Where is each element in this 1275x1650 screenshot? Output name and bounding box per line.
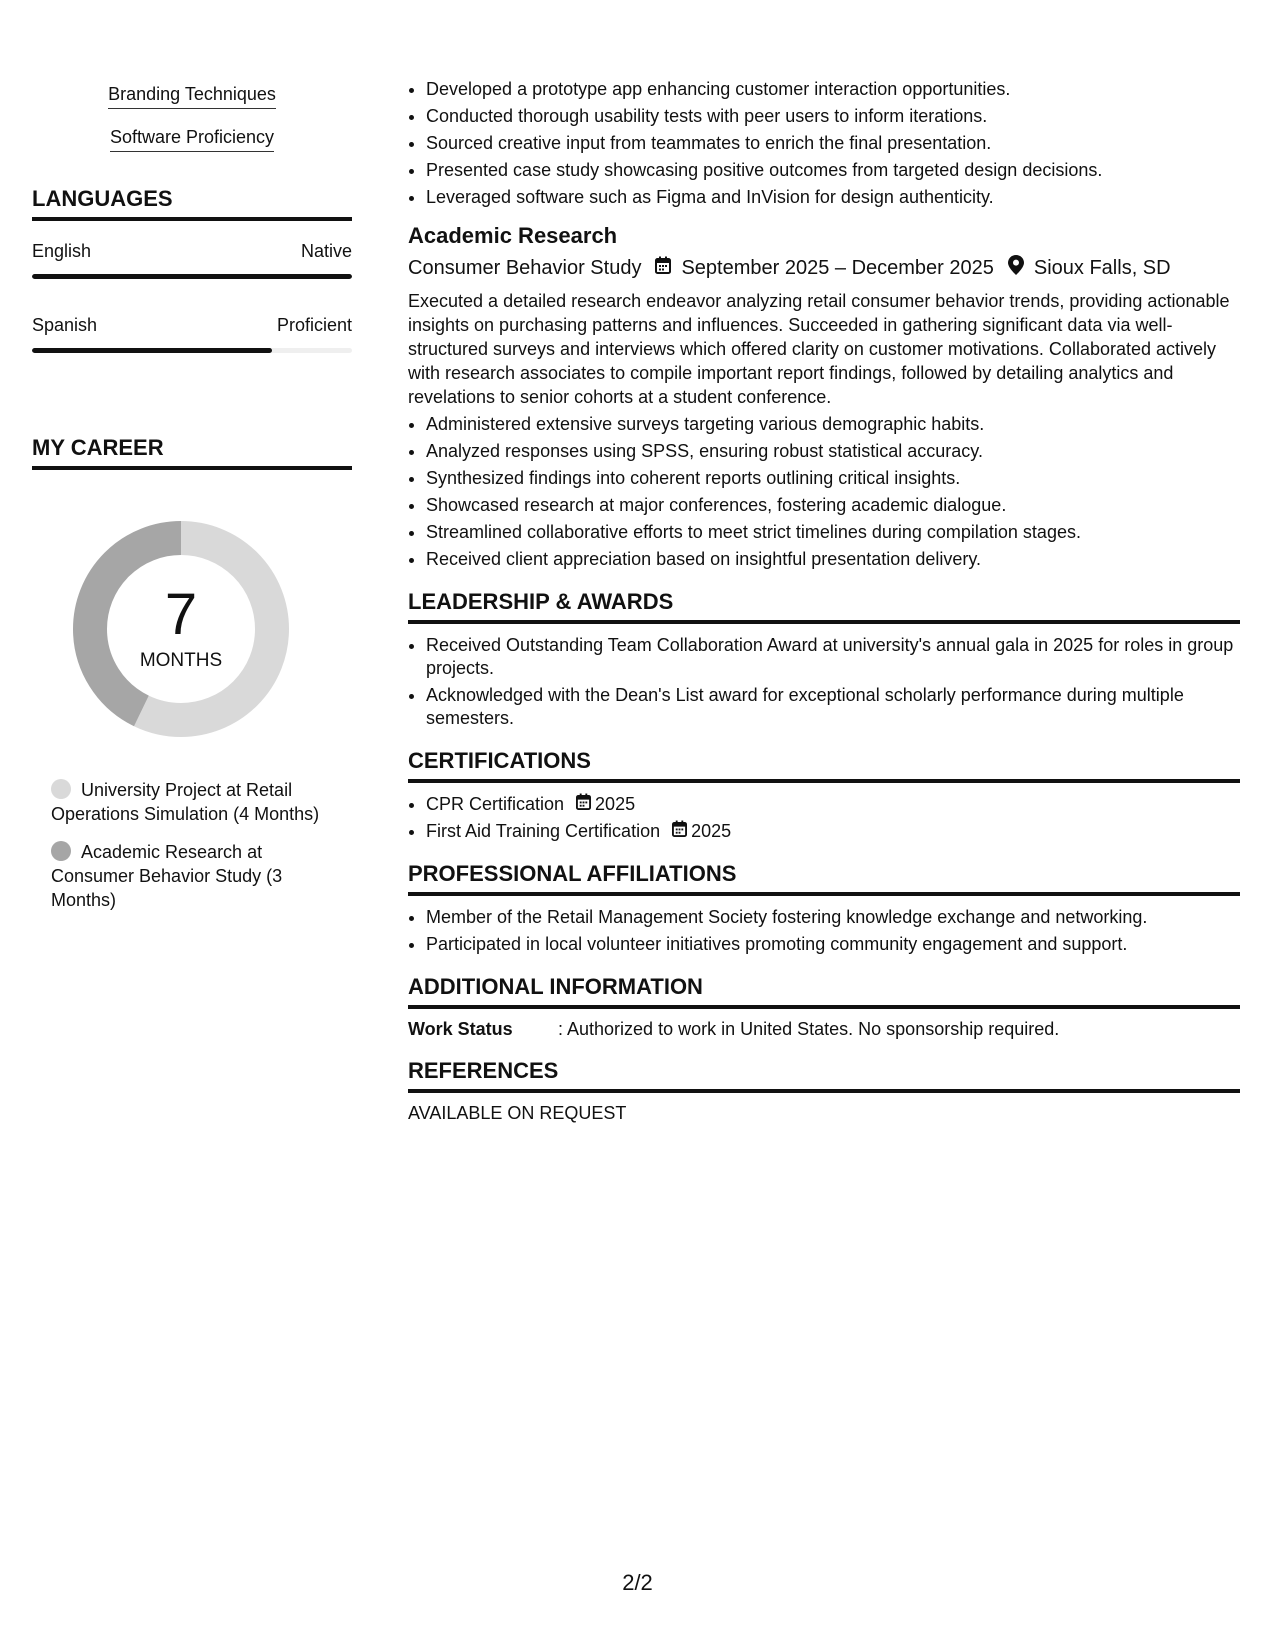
legend-swatch: [51, 841, 71, 861]
language-level: Proficient: [276, 315, 352, 335]
career-heading: MY CAREER: [32, 435, 352, 470]
leadership-heading: LEADERSHIP & AWARDS: [408, 589, 1240, 624]
certifications-heading: CERTIFICATIONS: [408, 748, 1240, 783]
list-item: • Synthesized findings into coherent reports outlining critical insights.: [426, 467, 1240, 490]
legend-item: [51, 840, 321, 912]
language-name: English: [32, 241, 92, 261]
experience-description: Executed a detailed research endeavor analyzing retail consumer behavior trends, providing actionable insights on purchasing patterns and influences. Succeeded in gathering significant data via well-structured surveys and interviews which offered clarity on customer motivations. Collaborated actively with research associates to compile important report findings, followed by detailing analytics and revelations to senior cohorts at a student conference.: [408, 291, 1230, 407]
legend-label: University Project at Retail Operations Simulation (4 Months): [51, 780, 320, 824]
leadership-list: [408, 634, 1240, 730]
affiliations-list: [408, 906, 1240, 956]
career-unit-label: MONTHS: [139, 650, 223, 671]
certifications-list: [408, 793, 1240, 843]
calendar-icon: [672, 820, 687, 843]
work-status-row: [408, 1019, 1240, 1040]
list-item: • Received client appreciation based on insightful presentation delivery.: [426, 548, 1240, 571]
certification-name: • CPR Certification: [426, 794, 565, 814]
certification-year: 2025: [595, 794, 636, 814]
page-number: 2/2: [622, 1570, 653, 1595]
legend-label: Academic Research at Consumer Behavior Study (3 Months): [51, 842, 283, 910]
career-total-months: 7: [164, 582, 198, 647]
experience-location: Sioux Falls, SD: [1033, 256, 1171, 279]
language-bar-fill: [32, 274, 352, 279]
list-item: • Leveraged software such as Figma and InVision for design authenticity.: [426, 186, 1240, 209]
list-item: • Analyzed responses using SPSS, ensuring robust statistical accuracy.: [426, 440, 1240, 463]
language-bar: [32, 348, 352, 353]
references-heading: REFERENCES: [408, 1058, 1240, 1093]
work-status-label: Work Status: [408, 1019, 513, 1039]
left-column: [32, 84, 352, 926]
location-pin-icon: [1008, 255, 1024, 281]
career-donut-chart: [66, 514, 296, 744]
list-item: • Conducted thorough usability tests with peer users to inform iterations.: [426, 105, 1240, 128]
list-item: • Showcased research at major conferences, fostering academic dialogue.: [426, 494, 1240, 517]
affiliations-heading: PROFESSIONAL AFFILIATIONS: [408, 861, 1240, 896]
experience-title: Academic Research: [408, 223, 618, 248]
list-item: • Sourced creative input from teammates to enrich the final presentation.: [426, 132, 1240, 155]
certification-year: 2025: [691, 821, 732, 841]
language-bar-fill: [32, 348, 272, 353]
language-spanish: [32, 315, 352, 353]
language-level: Native: [300, 241, 352, 261]
language-name: Spanish: [32, 315, 98, 335]
experience-org: Consumer Behavior Study: [408, 256, 642, 279]
career-legend: [51, 778, 321, 912]
language-bar: [32, 274, 352, 279]
right-column: [408, 78, 1240, 1124]
experience-dates: September 2025 – December 2025: [681, 256, 994, 279]
work-status-value: : Authorized to work in United States. No sponsorship required.: [558, 1019, 1060, 1039]
list-item: • Streamlined collaborative efforts to meet strict timelines during compilation stages.: [426, 521, 1240, 544]
language-english: [32, 241, 352, 279]
list-item: • Developed a prototype app enhancing customer interaction opportunities.: [426, 78, 1240, 101]
calendar-icon: [655, 256, 671, 280]
legend-item: [51, 778, 321, 826]
skill-branding-techniques: Branding Techniques: [108, 84, 276, 109]
experience-meta: [408, 255, 1240, 281]
list-item: • Member of the Retail Management Society fostering knowledge exchange and networking.: [426, 906, 1240, 929]
skill-software-proficiency: Software Proficiency: [110, 127, 274, 152]
list-item: • Acknowledged with the Dean's List award for exceptional scholarly performance during multiple semesters.: [426, 684, 1240, 730]
list-item: • Participated in local volunteer initiatives promoting community engagement and support.: [426, 933, 1240, 956]
calendar-icon: [576, 793, 591, 816]
certification-item: [426, 820, 1240, 843]
certification-item: [426, 793, 1240, 816]
list-item: • Presented case study showcasing positive outcomes from targeted design decisions.: [426, 159, 1240, 182]
list-item: • Received Outstanding Team Collaboration Award at university's annual gala in 2025 for roles in group projects.: [426, 634, 1240, 680]
legend-swatch: [51, 779, 71, 799]
languages-heading: LANGUAGES: [32, 186, 352, 221]
list-item: • Administered extensive surveys targeting various demographic habits.: [426, 413, 1240, 436]
previous-experience-bullets: [408, 78, 1240, 209]
additional-info-heading: ADDITIONAL INFORMATION: [408, 974, 1240, 1009]
experience-bullets: [408, 413, 1240, 571]
certification-name: • First Aid Training Certification: [426, 821, 661, 841]
references-text: AVAILABLE ON REQUEST: [408, 1103, 627, 1123]
